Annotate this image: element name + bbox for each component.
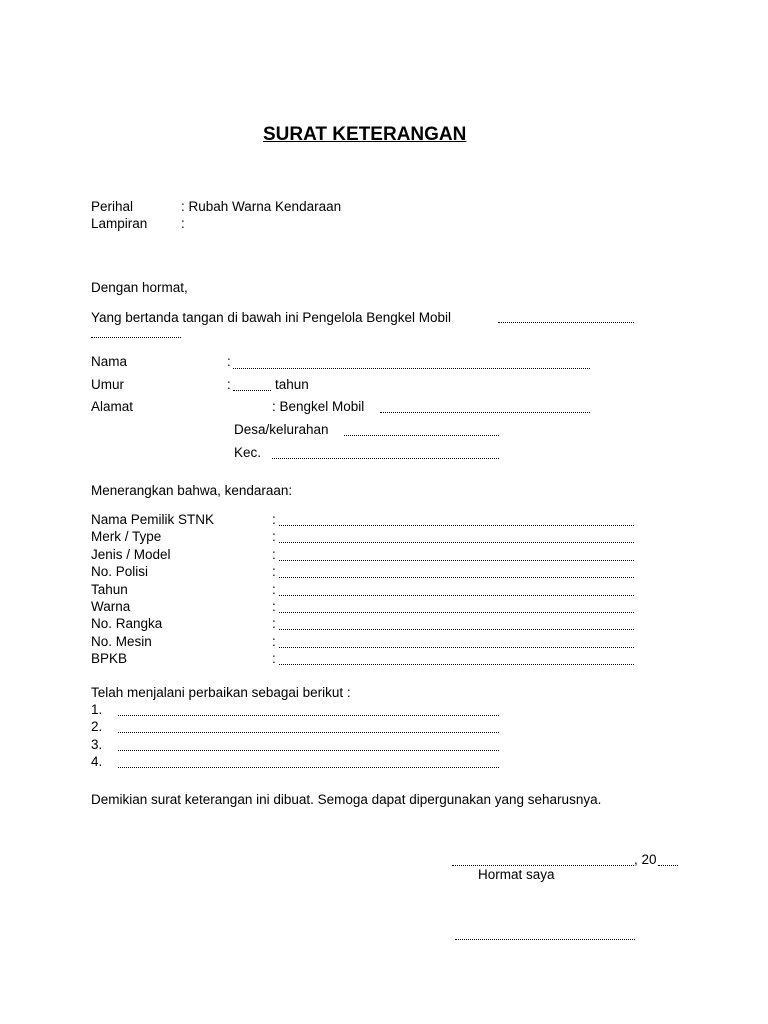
vehicle-field-blank xyxy=(279,664,634,665)
kec-blank xyxy=(272,458,499,459)
nama-blank xyxy=(233,368,590,369)
repair-blank xyxy=(118,750,499,751)
nama-colon: : xyxy=(227,354,231,369)
repair-number: 3. xyxy=(91,737,103,752)
vehicle-field-label: Warna xyxy=(91,599,131,614)
closing-text: Demikian surat keterangan ini dibuat. Semoga dapat dipergunakan yang seharusnya. xyxy=(91,792,602,807)
workshop-name-blank xyxy=(498,322,634,323)
lampiran-label: Lampiran xyxy=(91,216,148,231)
repair-number: 1. xyxy=(91,702,103,717)
place-date-blank xyxy=(452,865,634,866)
umur-label: Umur xyxy=(91,377,124,392)
vehicle-field-colon: : xyxy=(272,529,276,544)
perihal-label: Perihal xyxy=(91,199,134,214)
vehicle-field-blank xyxy=(279,629,634,630)
desa-blank xyxy=(344,435,499,436)
vehicle-field-blank xyxy=(279,542,634,543)
vehicle-field-label: Merk / Type xyxy=(91,529,162,544)
intro-text: Yang bertanda tangan di bawah ini Pengelola Bengkel Mobil xyxy=(91,310,452,325)
repair-blank xyxy=(118,715,499,716)
vehicle-field-colon: : xyxy=(272,564,276,579)
alamat-label: Alamat xyxy=(91,399,134,414)
statement-text: Menerangkan bahwa, kendaraan: xyxy=(91,483,293,498)
kec-label: Kec. xyxy=(234,445,262,460)
vehicle-field-colon: : xyxy=(272,512,276,527)
repairs-intro: Telah menjalani perbaikan sebagai berikut : xyxy=(91,685,351,700)
vehicle-field-label: Nama Pemilik STNK xyxy=(91,512,215,527)
vehicle-field-blank xyxy=(279,595,634,596)
signoff-text: Hormat saya xyxy=(478,867,555,882)
vehicle-field-blank xyxy=(279,525,634,526)
vehicle-field-label: No. Rangka xyxy=(91,616,163,631)
salutation: Dengan hormat, xyxy=(91,280,188,295)
vehicle-field-label: No. Mesin xyxy=(91,634,152,649)
alamat-value: : Bengkel Mobil xyxy=(272,399,365,414)
repair-number: 2. xyxy=(91,719,103,734)
umur-colon: : xyxy=(227,377,231,392)
vehicle-field-colon: : xyxy=(272,547,276,562)
vehicle-field-label: Jenis / Model xyxy=(91,547,171,562)
vehicle-field-blank xyxy=(279,647,634,648)
umur-suffix: tahun xyxy=(275,377,309,392)
vehicle-field-colon: : xyxy=(272,651,276,666)
vehicle-field-colon: : xyxy=(272,582,276,597)
vehicle-field-label: Tahun xyxy=(91,582,128,597)
vehicle-field-colon: : xyxy=(272,599,276,614)
repair-blank xyxy=(118,767,499,768)
perihal-value: : Rubah Warna Kendaraan xyxy=(181,199,342,214)
repair-blank xyxy=(118,732,499,733)
vehicle-field-label: No. Polisi xyxy=(91,564,149,579)
vehicle-field-colon: : xyxy=(272,634,276,649)
workshop-name-blank-cont xyxy=(91,337,181,338)
vehicle-field-label: BPKB xyxy=(91,651,128,666)
document-title: SURAT KETERANGAN xyxy=(263,124,467,145)
repair-number: 4. xyxy=(91,754,103,769)
year-blank xyxy=(658,865,678,866)
date-suffix: , 20 xyxy=(634,852,657,867)
desa-label: Desa/kelurahan xyxy=(234,422,329,437)
alamat-blank xyxy=(380,412,590,413)
vehicle-field-blank xyxy=(279,612,634,613)
vehicle-field-blank xyxy=(279,560,634,561)
umur-blank xyxy=(233,390,271,391)
vehicle-field-blank xyxy=(279,577,634,578)
nama-label: Nama xyxy=(91,354,128,369)
signature-blank xyxy=(455,939,635,940)
vehicle-field-colon: : xyxy=(272,616,276,631)
lampiran-value: : xyxy=(181,216,185,231)
